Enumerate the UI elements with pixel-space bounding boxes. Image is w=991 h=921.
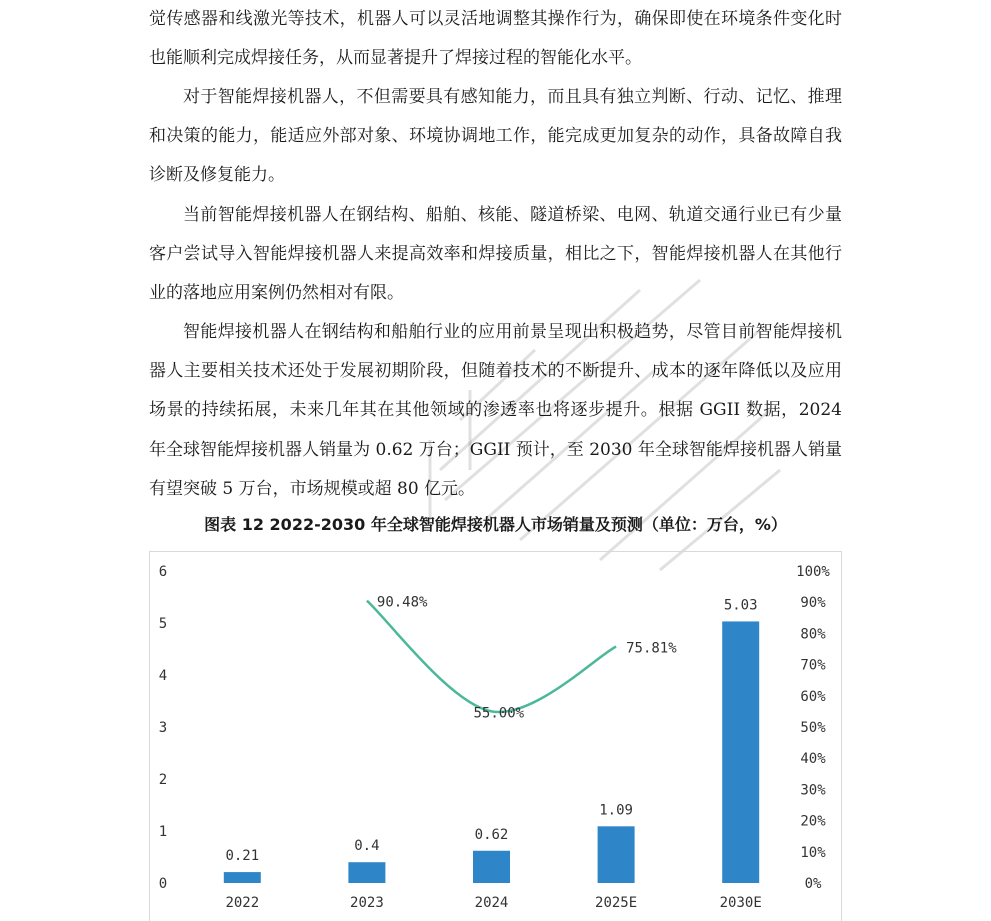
figure-caption: 图表 12 2022-2030 年全球智能焊接机器人市场销量及预测（单位：万台，%） bbox=[204, 515, 787, 534]
bar-data-label: 0.62 bbox=[474, 826, 509, 843]
bar-data-label: 5.03 bbox=[723, 597, 758, 614]
y-tick-label: 3 bbox=[158, 720, 168, 736]
y2-tick-label: 20% bbox=[800, 813, 826, 830]
bar-data-label: 1.09 bbox=[599, 802, 633, 819]
y2-tick-label: 90% bbox=[800, 595, 826, 612]
bar bbox=[348, 862, 385, 883]
bar bbox=[722, 621, 759, 883]
x-tick-label: 2023 bbox=[350, 895, 384, 911]
y-tick-label: 0 bbox=[158, 876, 168, 892]
bar bbox=[473, 851, 510, 883]
bar-data-label: 0.21 bbox=[225, 848, 260, 865]
x-tick-label: 2024 bbox=[474, 895, 509, 911]
y2-tick-label: 10% bbox=[800, 844, 826, 861]
y2-tick-label: 80% bbox=[800, 626, 826, 643]
bar-data-label: 0.4 bbox=[354, 838, 380, 855]
paragraph-4: 智能焊接机器人在钢结构和船舶行业的应用前景呈现出积极趋势，尽管目前智能焊接机器人主要相关技术还处于发展初期阶段，但随着技术的不断提升、成本的逐年降低以及应用场景的持续拓展，未来几年其在其他领域的渗透率也将逐步提升。根据 GGII 数据，2024 年全球智能焊接机器人销量为 0.62 万台；GGII 预计，至 2030 年全球智能焊接机器人销量有望突破 5 万台，市场规模或超 80 亿元。 bbox=[149, 322, 842, 499]
paragraph-3: 当前智能焊接机器人在钢结构、船舶、核能、隧道桥梁、电网、轨道交通行业已有少量客户尝试导入智能焊接机器人来提高效率和焊接质量，相比之下，智能焊接机器人在其他行业的落地应用案例仍然相对有限。 bbox=[149, 205, 842, 304]
y2-tick-label: 100% bbox=[796, 564, 830, 580]
paragraph-2: 对于智能焊接机器人，不但需要具有感知能力，而且具有独立判断、行动、记忆、推理和决策的能力，能适应外部对象、环境协调地工作，能完成更加复杂的动作，具备故障自我诊断及修复能力。 bbox=[149, 87, 842, 186]
y2-tick-label: 50% bbox=[800, 720, 826, 736]
x-tick-label: 2022 bbox=[225, 895, 260, 911]
y2-tick-label: 70% bbox=[800, 657, 826, 674]
y-tick-label: 2 bbox=[158, 772, 168, 788]
line-data-label: 90.48% bbox=[376, 594, 428, 611]
y2-tick-label: 30% bbox=[800, 782, 826, 799]
y-tick-label: 4 bbox=[158, 668, 168, 684]
y2-tick-label: 0% bbox=[804, 876, 822, 892]
y-tick-label: 5 bbox=[158, 616, 168, 632]
y-tick-label: 1 bbox=[158, 824, 168, 840]
x-tick-label: 2025E bbox=[595, 895, 638, 911]
line-data-label: 75.81% bbox=[626, 640, 677, 657]
x-tick-label: 2030E bbox=[719, 895, 762, 911]
growth-rate-line bbox=[367, 601, 616, 712]
bar bbox=[224, 872, 261, 883]
bar bbox=[598, 826, 635, 883]
y-tick-label: 6 bbox=[158, 564, 168, 580]
paragraph-1: 觉传感器和线激光等技术，机器人可以灵活地调整其操作行为，确保即使在环境条件变化时也能顺利完成焊接任务，从而显著提升了焊接过程的智能化水平。 bbox=[149, 9, 842, 69]
line-data-label: 55.00% bbox=[473, 705, 525, 722]
y2-tick-label: 60% bbox=[800, 688, 826, 705]
y2-tick-label: 40% bbox=[800, 751, 826, 768]
